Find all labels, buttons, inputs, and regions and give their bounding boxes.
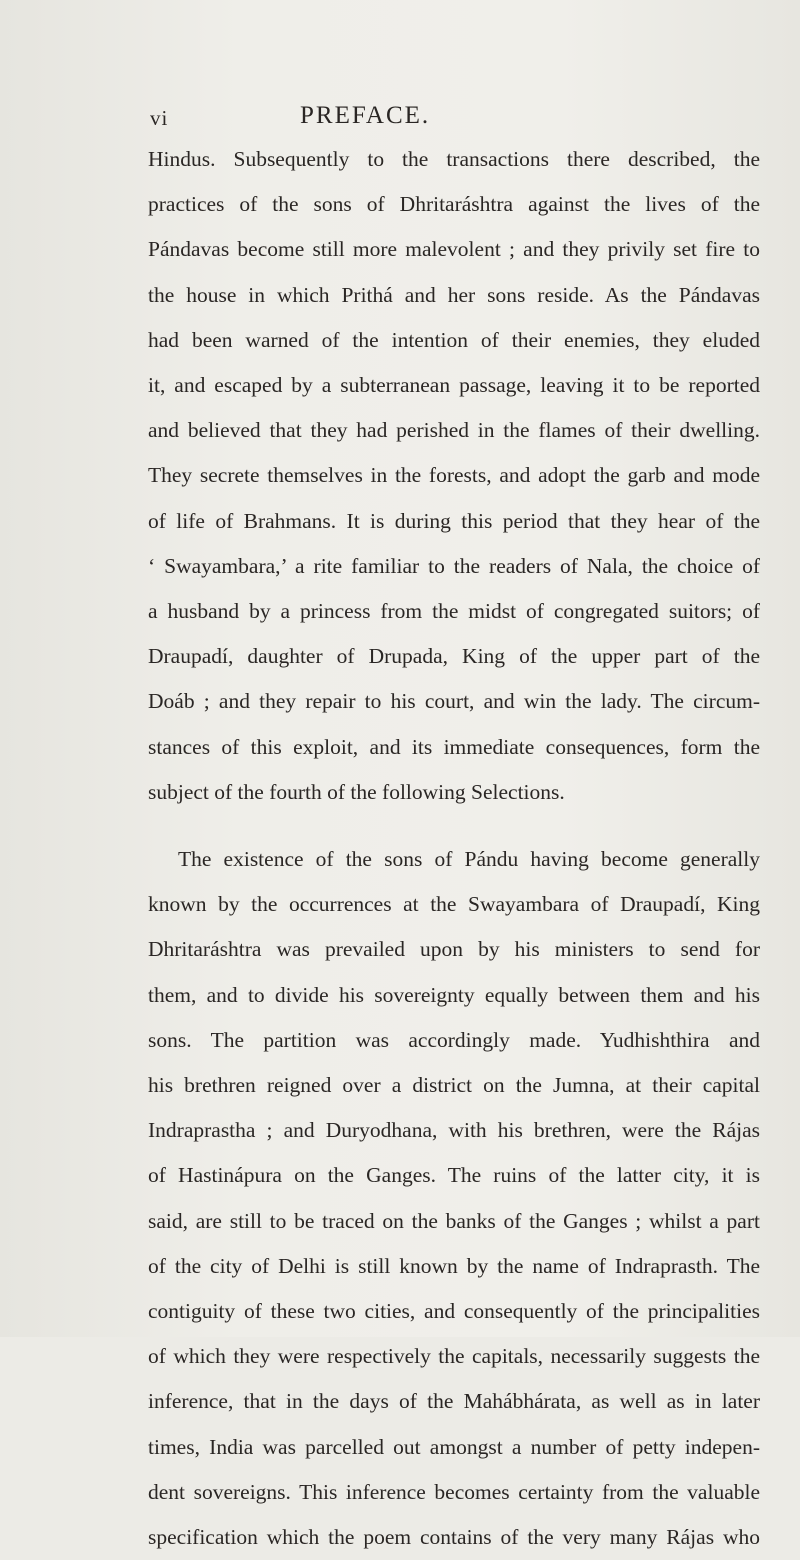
text-line: Indraprastha ; and Duryodhana, with his brethren, were the Rájas [148, 1118, 760, 1143]
text-line: said, are still to be traced on the banks of the Ganges ; whilst a part [148, 1208, 760, 1233]
text-line: Dhritaráshtra was prevailed upon by his ministers to send for [148, 937, 760, 962]
page-header [0, 102, 800, 136]
text-line: his brethren reigned over a district on the Jumna, at their capital [148, 1073, 760, 1098]
text-line: subject of the fourth of the following Selections. [148, 779, 565, 804]
text-line: had been warned of the intention of their enemies, they eluded [148, 327, 760, 352]
text-line: the house in which Prithá and her sons reside. As the Pándavas [148, 282, 760, 307]
text-line: known by the occurrences at the Swayambara of Draupadí, King [148, 892, 760, 917]
text-line: of life of Brahmans. It is during this period that they hear of the [148, 508, 760, 533]
text-line: of Hastinápura on the Ganges. The ruins of the latter city, it is [148, 1163, 760, 1188]
paragraph-2 [148, 837, 760, 1560]
text-line: times, India was parcelled out amongst a number of petty indepen- [148, 1434, 760, 1459]
text-line: of the city of Delhi is still known by the name of Indraprasth. The [148, 1253, 760, 1278]
text-line: of which they were respectively the capitals, necessarily suggests the [148, 1344, 760, 1369]
text-line: Hindus. Subsequently to the transactions there described, the [148, 147, 760, 171]
text-line: practices of the sons of Dhritaráshtra against the lives of the [148, 192, 760, 217]
text-line: sons. The partition was accordingly made. Yudhishthira and [148, 1027, 760, 1052]
text-line: them, and to divide his sovereignty equally between them and his [148, 982, 760, 1007]
page-number: vi [150, 106, 169, 130]
text-line: Draupadí, daughter of Drupada, King of the upper part of the [148, 644, 760, 669]
text-line: and believed that they had perished in the flames of their dwelling. [148, 418, 760, 443]
text-line: Doáb ; and they repair to his court, and win the lady. The circum- [148, 689, 760, 714]
text-line: The existence of the sons of Pándu having become generally [178, 847, 760, 872]
text-line: Pándavas become still more malevolent ; and they privily set fire to [148, 237, 760, 262]
text-line: stances of this exploit, and its immediate consequences, form the [148, 734, 760, 759]
text-line: contiguity of these two cities, and consequently of the principalities [148, 1299, 760, 1324]
body-text [148, 137, 760, 1560]
text-line: a husband by a princess from the midst of congregated suitors; of [148, 599, 760, 624]
text-line: it, and escaped by a subterranean passage, leaving it to be reported [148, 373, 760, 398]
text-line: They secrete themselves in the forests, and adopt the garb and mode [148, 463, 760, 488]
text-line: ‘ Swayambara,’ a rite familiar to the readers of Nala, the choice of [148, 553, 760, 578]
text-line: dent sovereigns. This inference becomes certainty from the valuable [148, 1479, 760, 1504]
paragraph-1 [148, 137, 760, 815]
text-line: inference, that in the days of the Mahábhárata, as well as in later [148, 1389, 760, 1414]
text-line: specification which the poem contains of the very many Rájas who [148, 1525, 760, 1550]
running-head: PREFACE. [300, 102, 431, 129]
